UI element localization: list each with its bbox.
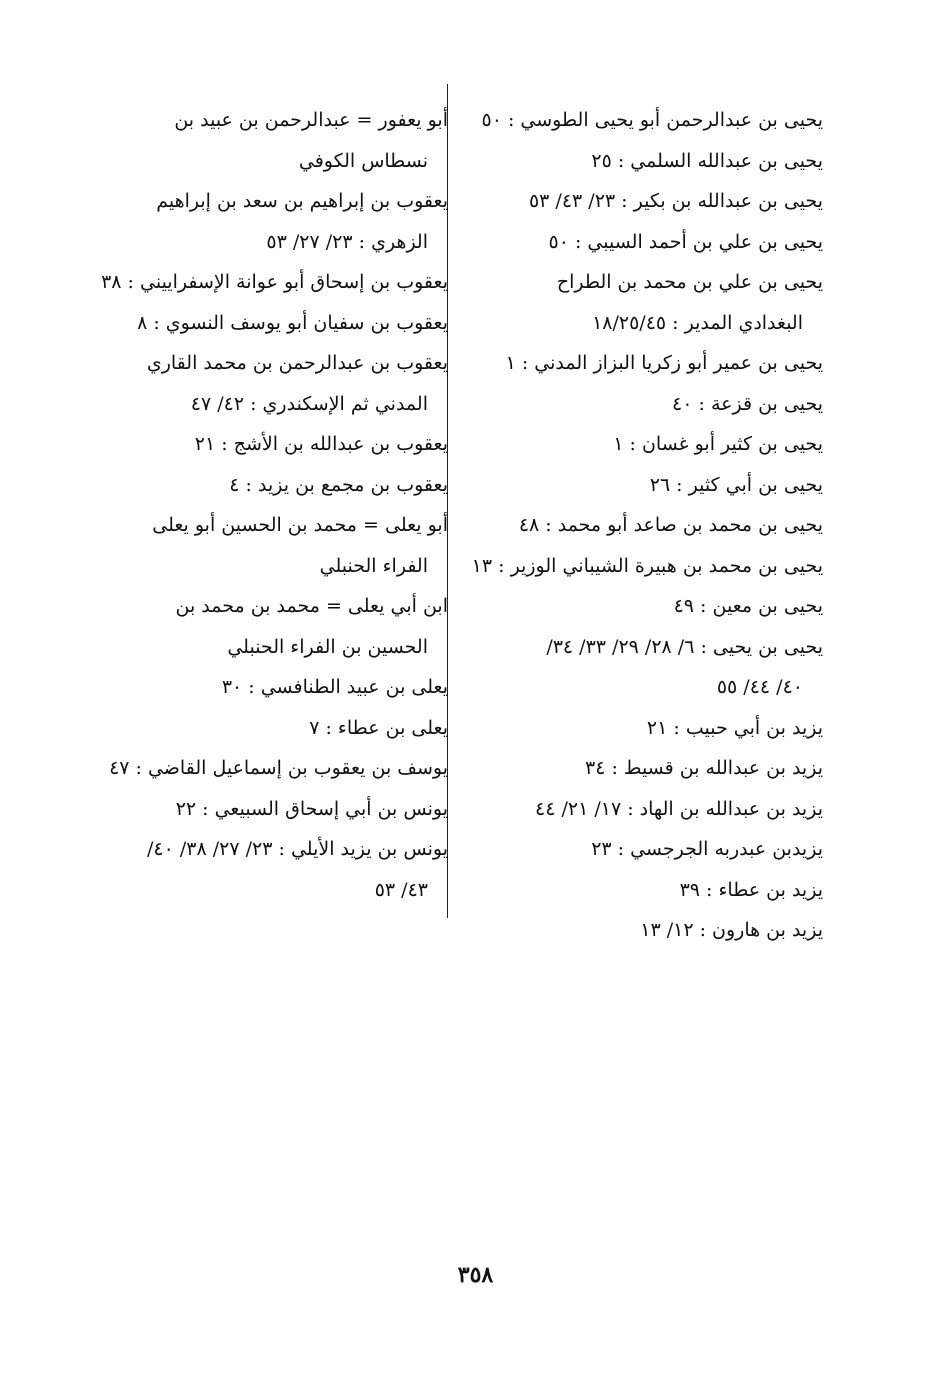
index-entry-line: يحيى بن كثير أبو غسان : ١	[613, 433, 823, 455]
index-entry-line: يعلى بن عطاء : ٧	[309, 716, 448, 739]
index-entry-line: يحيى بن عبدالرحمن أبو يحيى الطوسي : ٥٠	[481, 109, 823, 131]
index-entry-line: يعقوب بن عبدالرحمن بن محمد القاري	[146, 352, 448, 374]
index-entry	[80, 424, 448, 465]
index-entry	[463, 910, 823, 951]
index-entry-continuation: المدني ثم الإسكندري : ٤٢/ ٤٧	[190, 392, 428, 415]
index-entry-line: يحيى بن أبي كثير : ٢٦	[649, 473, 823, 496]
index-entry-line: يونس بن يزيد الأيلي : ٢٣/ ٢٧/ ٣٨/ ٤٠/	[147, 838, 448, 860]
index-entry	[80, 789, 448, 830]
index-entry	[80, 748, 448, 789]
index-entry-line: يحيى بن محمد بن صاعد أبو محمد : ٤٨	[518, 514, 823, 536]
index-entry	[80, 303, 448, 344]
index-entry	[463, 870, 823, 911]
index-entry-continuation: البغدادي المدير : ١٨/٢٥/٤٥	[592, 311, 803, 334]
page-number: ٣٥٨	[457, 1262, 494, 1288]
index-entry	[80, 829, 448, 910]
index-entry	[80, 100, 448, 181]
index-entry	[80, 708, 448, 749]
index-entry-line: يزيد بن عبدالله بن قسيط : ٣٤	[585, 757, 823, 779]
index-entry	[463, 708, 823, 749]
index-entry-line: يعقوب بن سفيان أبو يوسف النسوي : ٨	[137, 311, 448, 334]
index-entry-line: يوسف بن يعقوب بن إسماعيل القاضي : ٤٧	[109, 757, 448, 779]
index-entry-line: يعقوب بن إسحاق أبو عوانة الإسفراييني : ٣٨	[101, 271, 448, 293]
index-entry-line: أبو يعفور = عبدالرحمن بن عبيد بن	[174, 109, 448, 131]
index-column-right	[463, 100, 823, 951]
index-entry-line: يعقوب بن إبراهيم بن سعد بن إبراهيم	[156, 190, 448, 212]
index-entry-line: يحيى بن عبدالله بن بكير : ٢٣/ ٤٣/ ٥٣	[528, 190, 823, 212]
index-entry-line: يزيد بن هارون : ١٢/ ١٣	[640, 919, 823, 941]
index-entry	[80, 465, 448, 506]
index-entry-line: يحيى بن عبدالله السلمي : ٢٥	[591, 149, 823, 172]
index-entry	[80, 181, 448, 262]
index-entry	[80, 505, 448, 586]
index-entry-continuation: الفراء الحنبلي	[319, 554, 428, 577]
index-entry	[463, 789, 823, 830]
index-entry-line: يعقوب بن مجمع بن يزيد : ٤	[229, 473, 448, 496]
index-entry-line: يزيد بن عبدالله بن الهاد : ١٧/ ٢١/ ٤٤	[534, 797, 823, 820]
index-entry	[463, 748, 823, 789]
index-entry-continuation: ٤٠/ ٤٤/ ٥٥	[716, 676, 803, 698]
index-entry	[80, 262, 448, 303]
index-entry	[463, 546, 823, 587]
index-entry-continuation: الحسين بن الفراء الحنبلي	[227, 635, 428, 658]
index-entry-line: يحيى بن علي بن أحمد السيبي : ٥٠	[548, 230, 823, 253]
index-entry-line: يحيى بن علي بن محمد بن الطراح	[556, 271, 823, 293]
index-entry	[463, 505, 823, 546]
index-entry-line: يعلى بن عبيد الطنافسي : ٣٠	[221, 676, 448, 698]
index-column-left	[80, 100, 448, 910]
index-entry-line: أبو يعلى = محمد بن الحسين أبو يعلى	[152, 514, 448, 536]
index-entry	[80, 343, 448, 424]
index-entry-line: يحيى بن قزعة : ٤٠	[672, 392, 823, 415]
index-entry	[80, 667, 448, 708]
index-entry-line: ابن أبي يعلى = محمد بن محمد بن	[175, 595, 448, 617]
index-entry-line: يزيد بن عطاء : ٣٩	[679, 878, 823, 901]
index-entry	[463, 262, 823, 343]
index-entry	[463, 586, 823, 627]
index-entry	[463, 222, 823, 263]
index-entry-line: يحيى بن عمير أبو زكريا البزاز المدني : ١	[505, 352, 823, 374]
index-entry	[80, 586, 448, 667]
index-entry	[463, 141, 823, 182]
index-entry	[463, 181, 823, 222]
index-entry-line: يحيى بن معين : ٤٩	[673, 595, 823, 617]
index-entry-line: يعقوب بن عبدالله بن الأشج : ٢١	[194, 433, 448, 455]
index-entry-line: يحيى بن محمد بن هبيرة الشيباني الوزير : ١٣	[471, 554, 823, 577]
index-entry-line: يونس بن أبي إسحاق السبيعي : ٢٢	[175, 797, 448, 820]
index-entry	[463, 465, 823, 506]
index-entry	[463, 384, 823, 425]
index-entry-line: يزيد بن أبي حبيب : ٢١	[646, 716, 823, 739]
index-entry-continuation: ٤٣/ ٥٣	[374, 878, 428, 901]
index-entry-line: يحيى بن يحيى : ٦/ ٢٨/ ٢٩/ ٣٣/ ٣٤/	[546, 635, 823, 658]
index-entry	[463, 424, 823, 465]
index-entry	[463, 100, 823, 141]
index-entry-line: يزيدبن عبدربه الجرجسي : ٢٣	[591, 838, 823, 860]
index-entry-continuation: الزهري : ٢٣/ ٢٧/ ٥٣	[266, 230, 428, 253]
index-entry	[463, 343, 823, 384]
index-entry	[463, 627, 823, 708]
index-entry-continuation: نسطاس الكوفي	[298, 149, 428, 172]
index-entry	[463, 829, 823, 870]
